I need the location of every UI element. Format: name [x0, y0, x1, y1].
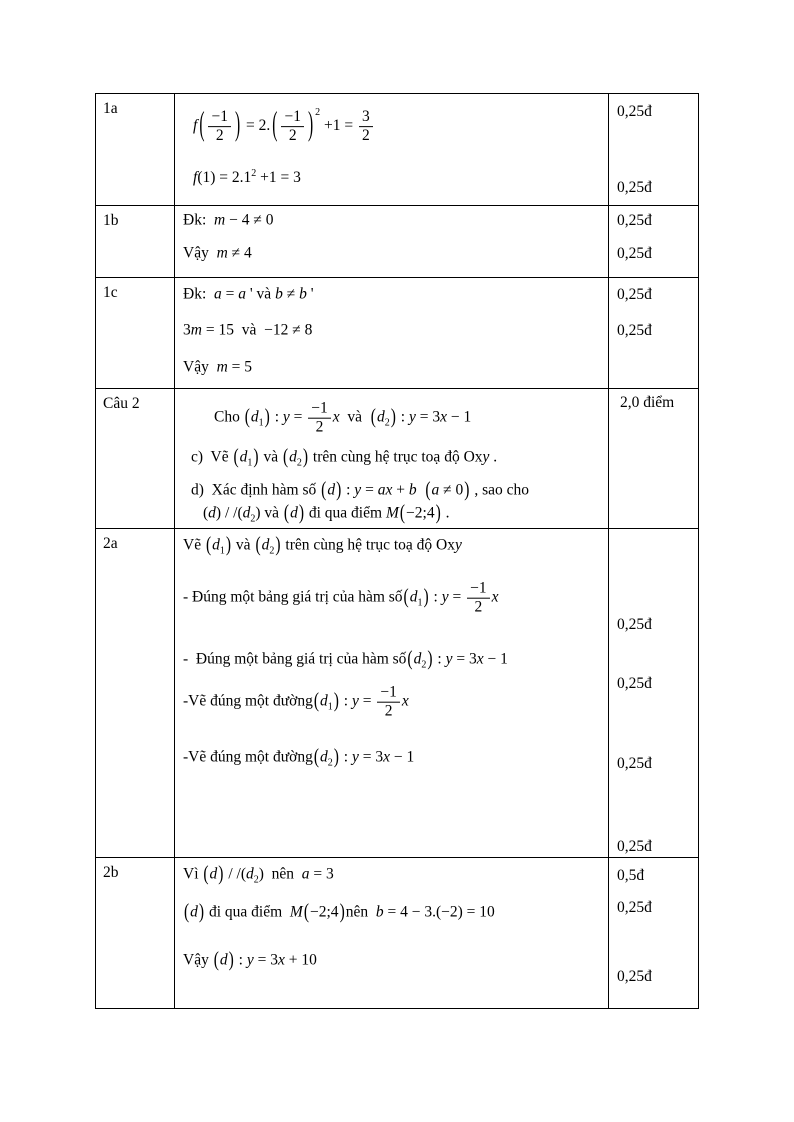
math-line: - Đúng một bảng giá trị của hàm $số(d_1)$ : y = $\frac{-1}{2}$ x [183, 579, 499, 616]
points-value: 0,25đ [617, 838, 652, 855]
math-line: $(d) / /(d_2)$ và (d) đi qua điểm M(−2;4) . [203, 501, 450, 525]
solution-cell [175, 206, 609, 277]
math-line: Vẽ $(d_1)$ và $(d_2)$ trên cùng hệ trục toạ độ Oxy [183, 533, 462, 557]
math-line: (d) đi qua điểm M(−2;4)nên b = 4 − 3.(−2) = 10 [184, 900, 495, 924]
math-line: Cho $(d_1)$ : y = $\frac{-1}{2}$ x và $(d_2)$ : y = 3x − 1 [214, 399, 472, 436]
math-line: - Đúng một bảng giá trị của hàm $số(d_2)$ : y = 3x − 1 [183, 647, 508, 671]
table-row-2b [96, 858, 698, 1008]
table-row-1c [96, 278, 698, 389]
points-value: 0,25đ [617, 899, 652, 916]
solution-cell [175, 389, 609, 528]
answer-key-table [95, 93, 699, 1009]
points-cell [609, 858, 697, 1008]
points-value: 0,5đ [617, 867, 645, 884]
question-id-cell [96, 389, 175, 528]
math-line: $f(1) = 2.1^2 +1 = 3$ [193, 168, 301, 187]
points-value: 0,25đ [617, 616, 652, 633]
math-line: d) Xác định hàm số (d) : y = ax + b (a ≠ 0) , sao cho [191, 478, 529, 502]
points-value: 0,25đ [617, 322, 652, 339]
points-value: 0,25đ [617, 755, 652, 772]
question-id: Câu 2 [103, 395, 140, 412]
solution-cell [175, 94, 609, 205]
math-line: Đk: m − 4 ≠ 0 [183, 211, 274, 229]
points-cell [609, 278, 697, 388]
question-id: 1c [103, 284, 118, 301]
math-line: Vậy m = 5 [183, 358, 253, 376]
question-id-cell [96, 529, 175, 857]
points-value: 0,25đ [617, 179, 652, 196]
question-id-cell [96, 94, 175, 205]
table-row-1b [96, 206, 698, 278]
points-value: 0,25đ [617, 968, 652, 985]
points-value: 0,25đ [617, 103, 652, 120]
solution-cell [175, 858, 609, 1008]
question-id: 2a [103, 535, 118, 552]
math-line: 3m = 15 và −12 ≠ 8 [183, 321, 313, 339]
math-line: c) Vẽ $(d_1)$ và $(d_2)$ trên cùng hệ trục toạ độ Oxy . [191, 445, 498, 469]
table-row-cau2 [96, 389, 698, 529]
table-row-1a [96, 94, 698, 206]
points-value: 0,25đ [617, 675, 652, 692]
points-cell [609, 94, 697, 205]
question-id-cell [96, 278, 175, 388]
math-line: -Vẽ đúng một $đường(d_2)$ : y = 3x − 1 [183, 745, 415, 769]
question-id: 1a [103, 100, 118, 117]
solution-cell [175, 278, 609, 388]
points-cell [609, 206, 697, 277]
solution-cell [175, 529, 609, 857]
points-value: 0,25đ [617, 212, 652, 229]
points-cell [609, 389, 697, 528]
table-row-2a [96, 529, 698, 858]
points-cell [609, 529, 697, 857]
question-id: 1b [103, 212, 119, 229]
question-id-cell [96, 858, 175, 1008]
math-line: -Vẽ đúng một $đường(d_1)$ : y = $\frac{-1}{2}$ x [183, 683, 409, 720]
math-line: f ( $\frac{-1}{2}$ ) = 2. ( $\frac{-1}{2}$ ) $^2$ +1 = $\frac{3}{2}$ [193, 107, 375, 145]
points-value: 2,0 điểm [620, 394, 675, 411]
question-id: 2b [103, 864, 119, 881]
math-line: Đk: a = a ' và b ≠ b ' [183, 285, 314, 303]
points-value: 0,25đ [617, 245, 652, 262]
math-line: Vì $(d) / /(d_2)$ nên a = 3 [183, 862, 334, 886]
points-value: 0,25đ [617, 286, 652, 303]
math-line: Vậy (d) : y = 3x + 10 [183, 948, 317, 972]
math-line: Vậy m ≠ 4 [183, 244, 252, 262]
question-id-cell [96, 206, 175, 277]
